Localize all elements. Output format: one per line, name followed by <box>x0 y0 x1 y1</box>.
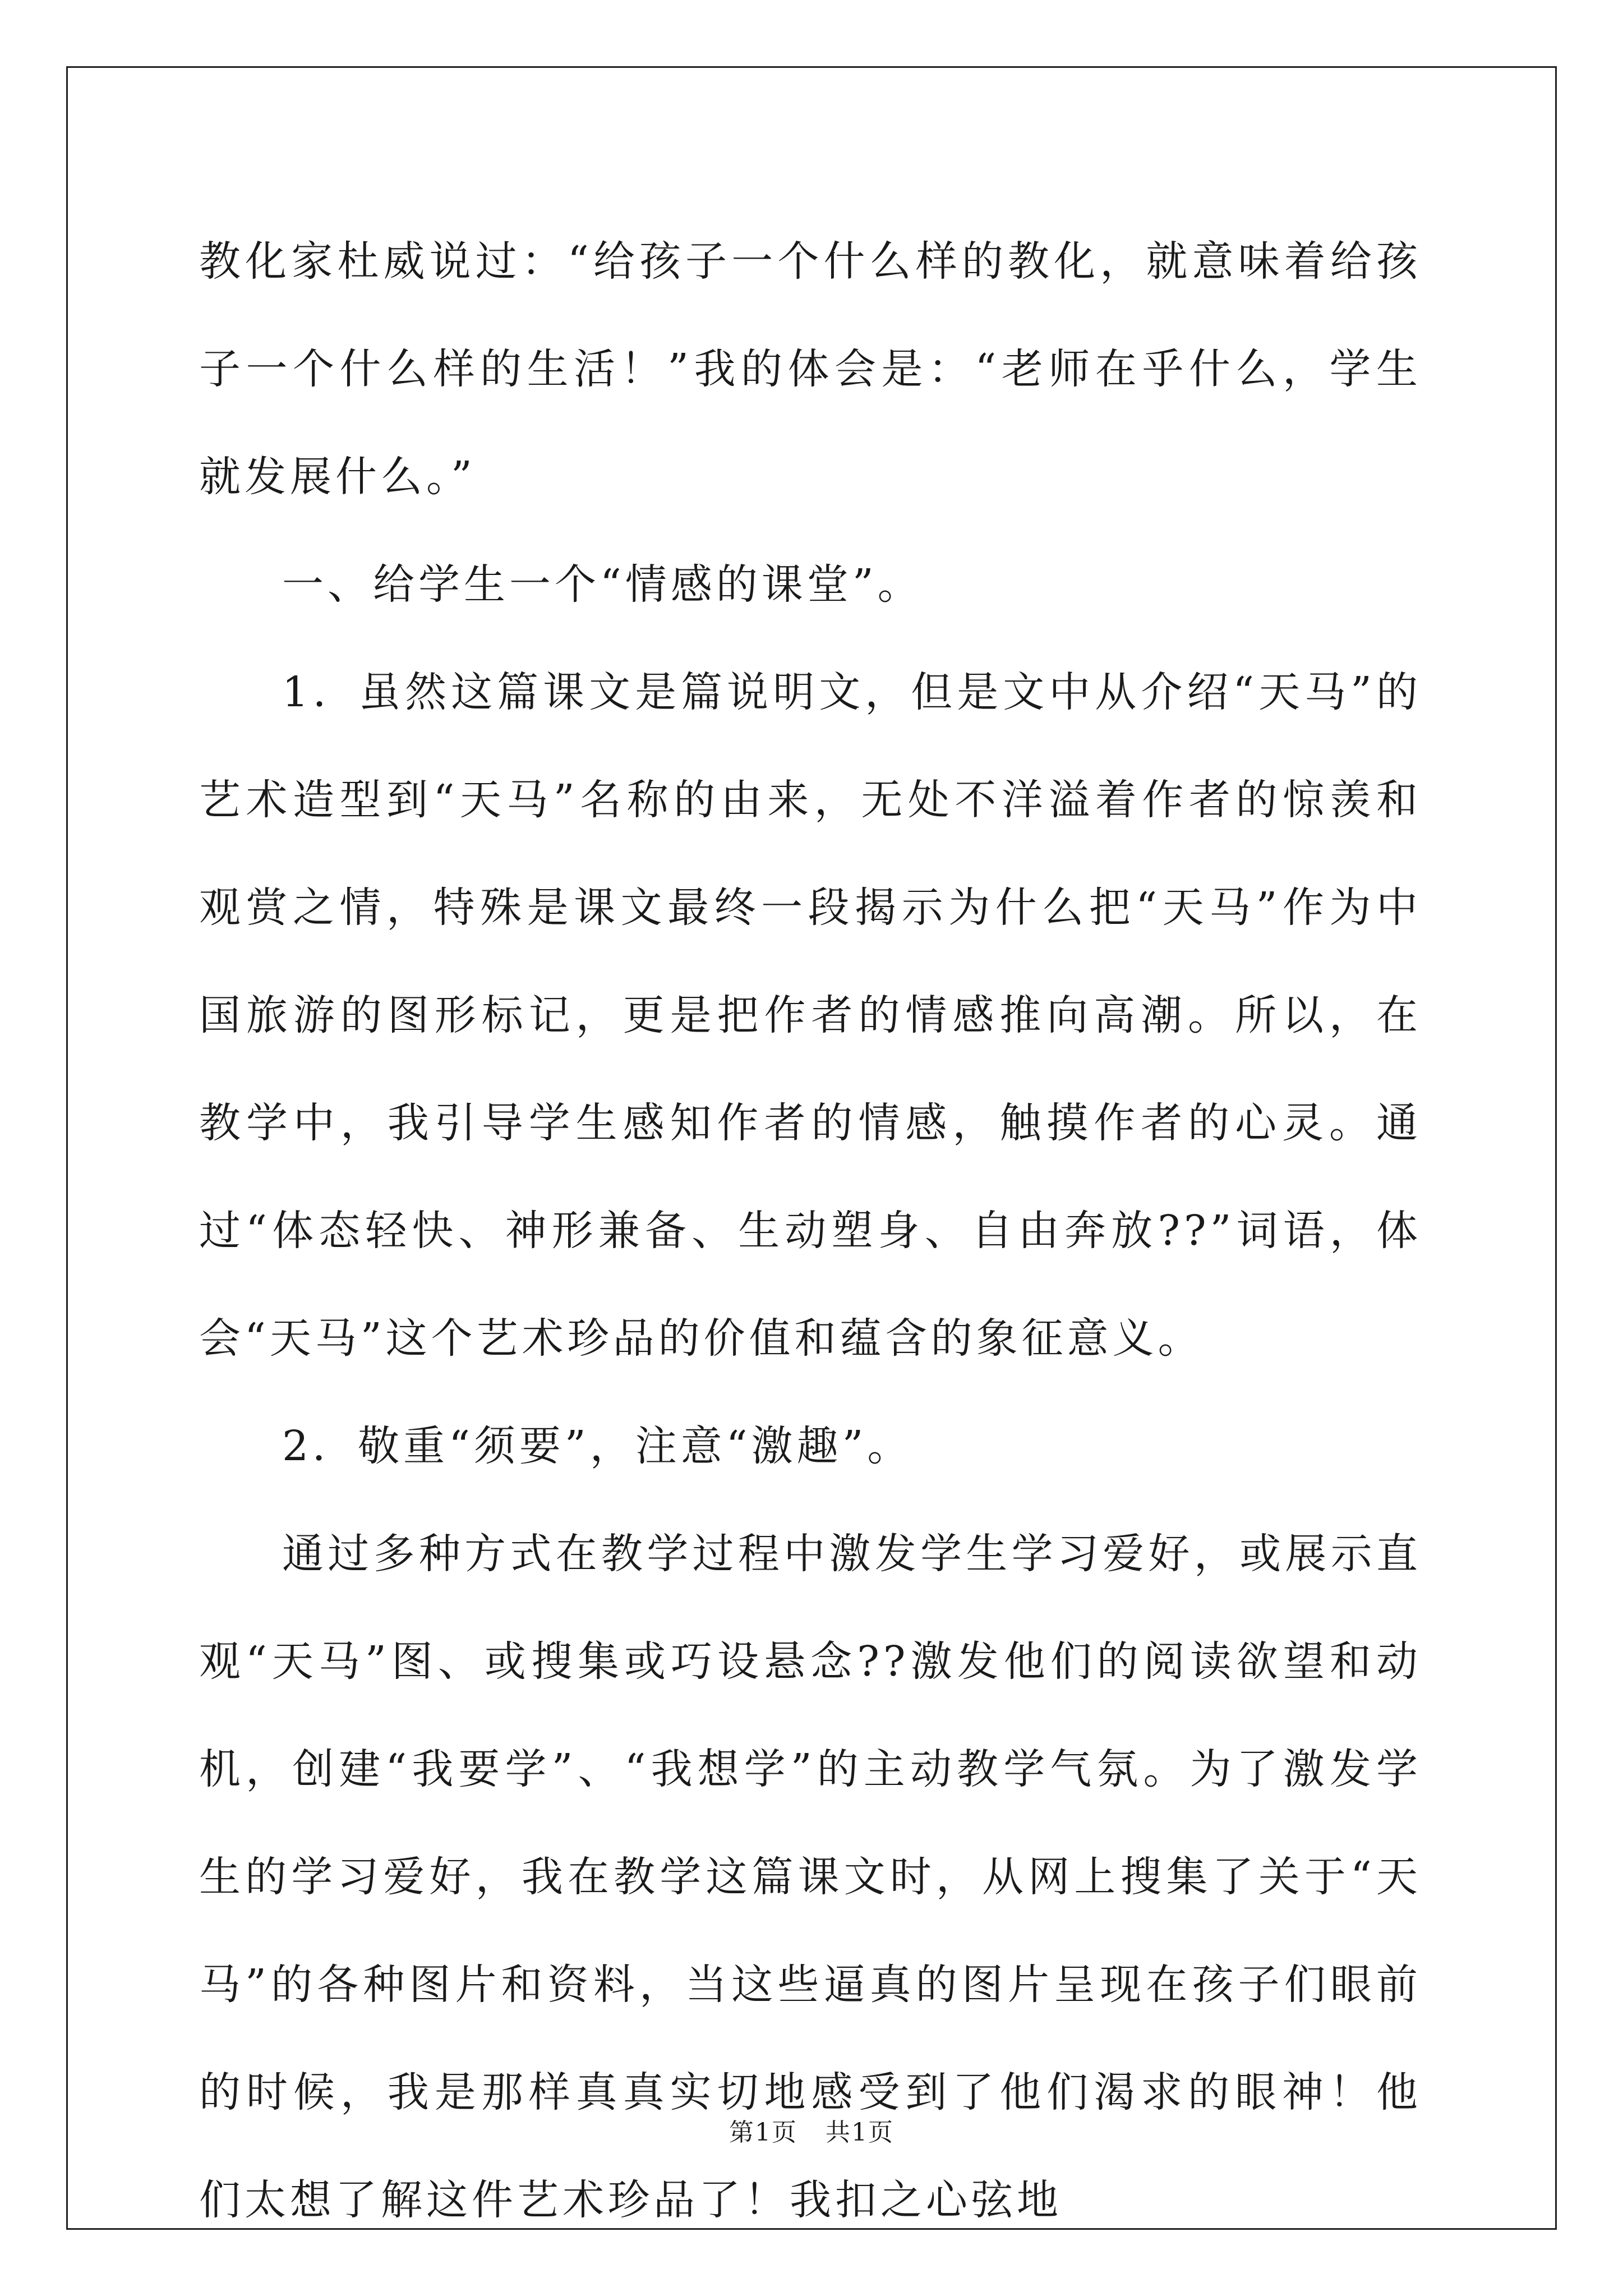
document-body <box>199 208 1422 2254</box>
paragraph-2: 一、给学生一个“情感的课堂”。 <box>282 560 923 609</box>
paragraph-5: 通过多种方式在教学过程中激发学生学习爱好，或展示直观“天马”图、或搜集或巧设悬念??激发他们的阅读欲望和动机，创建“我要学”、“我想学”的主动教学气氛。为了激发学生的学习爱好，我在教学这篇课文时，从网上搜集了关于“天马”的各种图片和资料，当这些逼真的图片呈现在孩子们眼前的时候，我是那样真真实切地感受到了他们渴求的眼神！他们太想了解这件艺术珍品了！我扣之心弦地 <box>199 1530 1422 2224</box>
paragraph-3: 1．虽然这篇课文是篇说明文，但是文中从介绍“天马”的艺术造型到“天马”名称的由来，无处不洋溢着作者的惊羡和观赏之情，特殊是课文最终一段揭示为什么把“天马”作为中国旅游的图形标记，更是把作者的情感推向高潮。所以，在教学中，我引导学生感知作者的情感，触摸作者的心灵。通过“体态轻快、神形兼备、生动塑身、自由奔放??”词语，体会“天马”这个艺术珍品的价值和蕴含的象征意义。 <box>199 668 1422 1363</box>
paragraph-1: 教化家杜威说过：“给孩子一个什么样的教化，就意味着给孩子一个什么样的生活！”我的体会是：“老师在乎什么，学生就发展什么。” <box>199 237 1422 501</box>
paragraph-4: 2．敬重“须要”，注意“激趣”。 <box>282 1422 913 1470</box>
page-number-total: 共1页 <box>826 2118 894 2147</box>
page-footer <box>0 2112 1623 2148</box>
page-number-current: 第1页 <box>729 2118 797 2147</box>
